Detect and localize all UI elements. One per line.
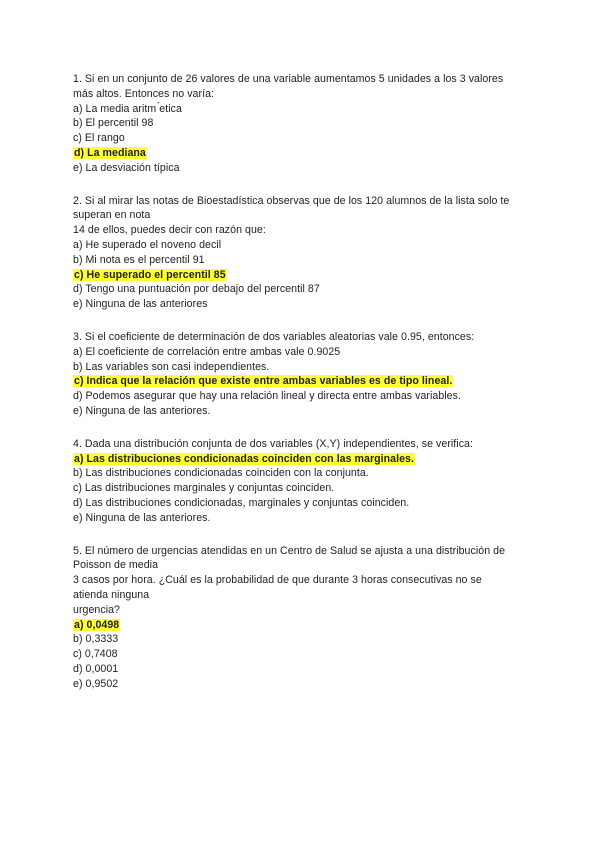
answer-option-text: d) Podemos asegurar que hay una relación lineal y directa entre ambas variables. [73, 390, 461, 403]
answer-option [73, 297, 533, 312]
answer-option-text: b) 0,3333 [73, 633, 119, 646]
answer-option [73, 496, 533, 511]
answer-option [73, 116, 533, 131]
answer-option [73, 253, 533, 268]
answer-option [73, 360, 533, 375]
question-stem-line: atienda ninguna [73, 588, 150, 601]
answer-option [73, 131, 533, 146]
answer-option [73, 632, 533, 647]
answer-option-text: c) Las distribuciones marginales y conjuntas coinciden. [73, 482, 335, 495]
answer-option [73, 481, 533, 496]
question-stem-line: superan en nota [73, 209, 151, 222]
answer-option-text: d) Tengo una puntuación por debajo del percentil 87 [73, 283, 320, 296]
answer-option-correct [73, 268, 533, 283]
question-stem-line: urgencia? [73, 603, 120, 616]
question-3 [73, 330, 533, 419]
answer-option-text: c) 0,7408 [73, 648, 118, 661]
answer-option [73, 662, 533, 677]
answer-option-text: e) 0,9502 [73, 677, 119, 690]
question-stem-line: 3 casos por hora. ¿Cuál es la probabilidad de que durante 3 horas consecutivas no se [73, 574, 482, 587]
answer-option [73, 389, 533, 404]
answer-option [73, 677, 533, 692]
question-stem-line: 2. Si al mirar las notas de Bioestadística observas que de los 120 alumnos de la lista solo te [73, 194, 510, 207]
answer-option-text: a) Las distribuciones condicionadas coinciden con las marginales. [74, 452, 414, 465]
answer-option-text: b) Las variables son casi independientes. [73, 360, 270, 373]
answer-option-text: b) El percentil 98 [73, 117, 154, 130]
answer-option-correct [73, 146, 533, 161]
answer-option-text: a) 0,0498 [74, 618, 120, 631]
answer-option [73, 404, 533, 419]
question-list [73, 72, 533, 709]
question-2 [73, 194, 533, 312]
answer-option-text: e) La desviación típica [73, 161, 180, 174]
answer-option [73, 238, 533, 253]
answer-option-text: e) Ninguna de las anteriores. [73, 511, 211, 524]
answer-option-text: d) 0,0001 [73, 662, 119, 675]
answer-option [73, 282, 533, 297]
answer-option [73, 466, 533, 481]
answer-option-text: a) El coeficiente de correlación entre ambas vale 0.9025 [73, 345, 341, 358]
question-stem-line: 4. Dada una distribución conjunta de dos variables (X,Y) independientes, se verifica: [73, 437, 473, 450]
answer-option-text: e) Ninguna de las anteriores. [73, 404, 211, 417]
answer-option [73, 511, 533, 526]
answer-option-correct [73, 374, 533, 389]
answer-option-text: d) Las distribuciones condicionadas, marginales y conjuntas coinciden. [73, 496, 410, 509]
question-stem-line: 3. Si el coeficiente de determinación de dos variables aleatorias vale 0.95, entonces: [73, 330, 475, 343]
answer-option-text: c) He superado el percentil 85 [74, 268, 226, 281]
question-stem-line: 5. El número de urgencias atendidas en un Centro de Salud se ajusta a una distribución de [73, 544, 506, 557]
answer-option-text: b) Mi nota es el percentil 91 [73, 253, 205, 266]
question-stem-line: 14 de ellos, puedes decir con razón que: [73, 224, 266, 237]
question-stem-line: Poisson de media [73, 559, 159, 572]
question-4 [73, 437, 533, 526]
answer-option-text: e) Ninguna de las anteriores [73, 298, 208, 311]
question-5 [73, 544, 533, 692]
answer-option-correct [73, 452, 533, 467]
answer-option-text: c) El rango [73, 132, 125, 145]
question-stem-line: más altos. Entonces no varía: [73, 87, 215, 100]
answer-option-text: a) He superado el noveno decil [73, 238, 222, 251]
answer-option-text: d) La mediana [74, 146, 146, 159]
question-1 [73, 72, 533, 176]
answer-option-correct [73, 618, 533, 633]
question-stem-line: 1. Si en un conjunto de 26 valores de una variable aumentamos 5 unidades a los 3 valores [73, 73, 504, 85]
answer-option-text: c) Indica que la relación que existe entre ambas variables es de tipo lineal. [74, 375, 453, 388]
answer-option [73, 102, 533, 117]
answer-option [73, 161, 533, 176]
answer-option [73, 647, 533, 662]
answer-option [73, 345, 533, 360]
answer-option-text: b) Las distribuciones condicionadas coinciden con la conjunta. [73, 467, 369, 480]
answer-option-text: a) La media aritm ́etica [73, 102, 182, 115]
